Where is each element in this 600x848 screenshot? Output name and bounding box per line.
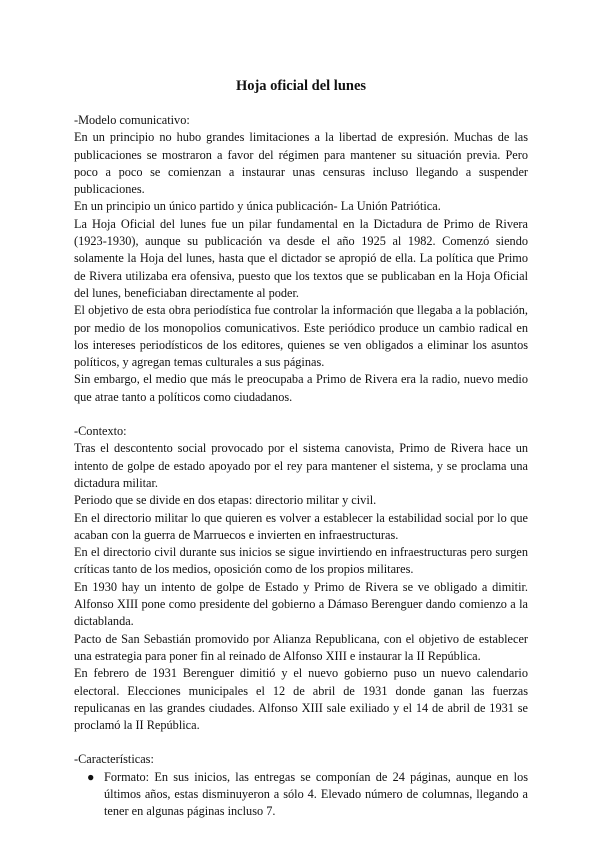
paragraph: El objetivo de esta obra periodística fue controlar la información que llegaba a la población, por medio de los monopolios comunicativos. Este periódico produce un cambio radical en los intereses periodísticos de los editores, quienes se ven obligados a eliminar los asuntos políticos, y agregan temas culturales a sus páginas. <box>74 303 528 370</box>
paragraph: En febrero de 1931 Berenguer dimitió y el nuevo gobierno puso un nuevo calendario electoral. Elecciones municipales el 12 de abril de 1931 donde ganan las fuerzas repulicanas en las grandes ciudades. Alfonso XIII sale exiliado y el 14 de abril de 1931 se proclamó la II República. <box>74 666 528 733</box>
section-heading: -Contexto: <box>74 424 127 439</box>
list-item-text: Formato: En sus inicios, las entregas se componían de 24 páginas, aunque en los últimos años, estas disminuyeron a sólo 4. Elevado número de columnas, llegando a tener en algunas páginas incluso 7. <box>104 769 528 819</box>
paragraph: Periodo que se divide en dos etapas: directorio militar y civil. <box>74 493 377 508</box>
bullet-list <box>74 769 528 821</box>
paragraph: Sin embargo, el medio que más le preocupaba a Primo de Rivera era la radio, nuevo medio que atrae tanto a políticos como ciudadanos. <box>74 372 528 404</box>
section-contexto <box>74 423 528 734</box>
paragraph: En el directorio militar lo que quieren es volver a establecer la estabilidad social por lo que acaban con la guerra de Marruecos e invierten en infraestructuras. <box>74 510 528 542</box>
section-modelo-comunicativo <box>74 112 528 406</box>
bullet-icon: ● <box>87 769 95 784</box>
paragraph: Pacto de San Sebastián promovido por Alianza Republicana, con el objetivo de establecer una estrategia para poner fin al reinado de Alfonso XIII e instaurar la II República. <box>74 631 528 663</box>
page-title: Hoja oficial del lunes <box>235 78 367 94</box>
section-gap <box>74 406 528 423</box>
paragraph: En 1930 hay un intento de golpe de Estado y Primo de Rivera se ve obligado a dimitir. Alfonso XIII pone como presidente del gobierno a Dámaso Berenguer dando comienzo a la dictablanda. <box>74 579 528 629</box>
section-heading: -Modelo comunicativo: <box>74 113 190 127</box>
paragraph: En un principio un único partido y única publicación- La Unión Patriótica. <box>74 199 441 214</box>
list-item <box>87 769 528 821</box>
section-gap <box>74 734 528 751</box>
paragraph: En un principio no hubo grandes limitaciones a la libertad de expresión. Muchas de las publicaciones se mostraron a favor del régimen para mantener su situación previa. Pero poco a poco se comienzan a instaurar unas censuras incluso llegando a suspender publicaciones. <box>74 130 528 197</box>
section-heading: -Características: <box>74 752 154 767</box>
paragraph: En el directorio civil durante sus inicios se sigue invirtiendo en infraestructuras pero surgen críticas tanto de los medios, oposición como de los propios militares. <box>74 545 528 577</box>
paragraph: La Hoja Oficial del lunes fue un pilar fundamental en la Dictadura de Primo de Rivera (1923-1930), aunque su publicación va desde el año 1925 al 1982. Comenzó siendo solamente la Hoja del lunes, hasta que el dictador se apropió de ella. La política que Primo de Rivera utilizaba era ofensiva, puesto que los textos que se publicaban en la Hoja Oficial del lunes, beneficiaban directamente al poder. <box>74 216 528 300</box>
paragraph: Tras el descontento social provocado por el sistema canovista, Primo de Rivera hace un intento de golpe de estado apoyado por el rey para mantener el sistema, y se proclama una dictadura militar. <box>74 441 528 490</box>
section-caracteristicas <box>74 751 528 820</box>
